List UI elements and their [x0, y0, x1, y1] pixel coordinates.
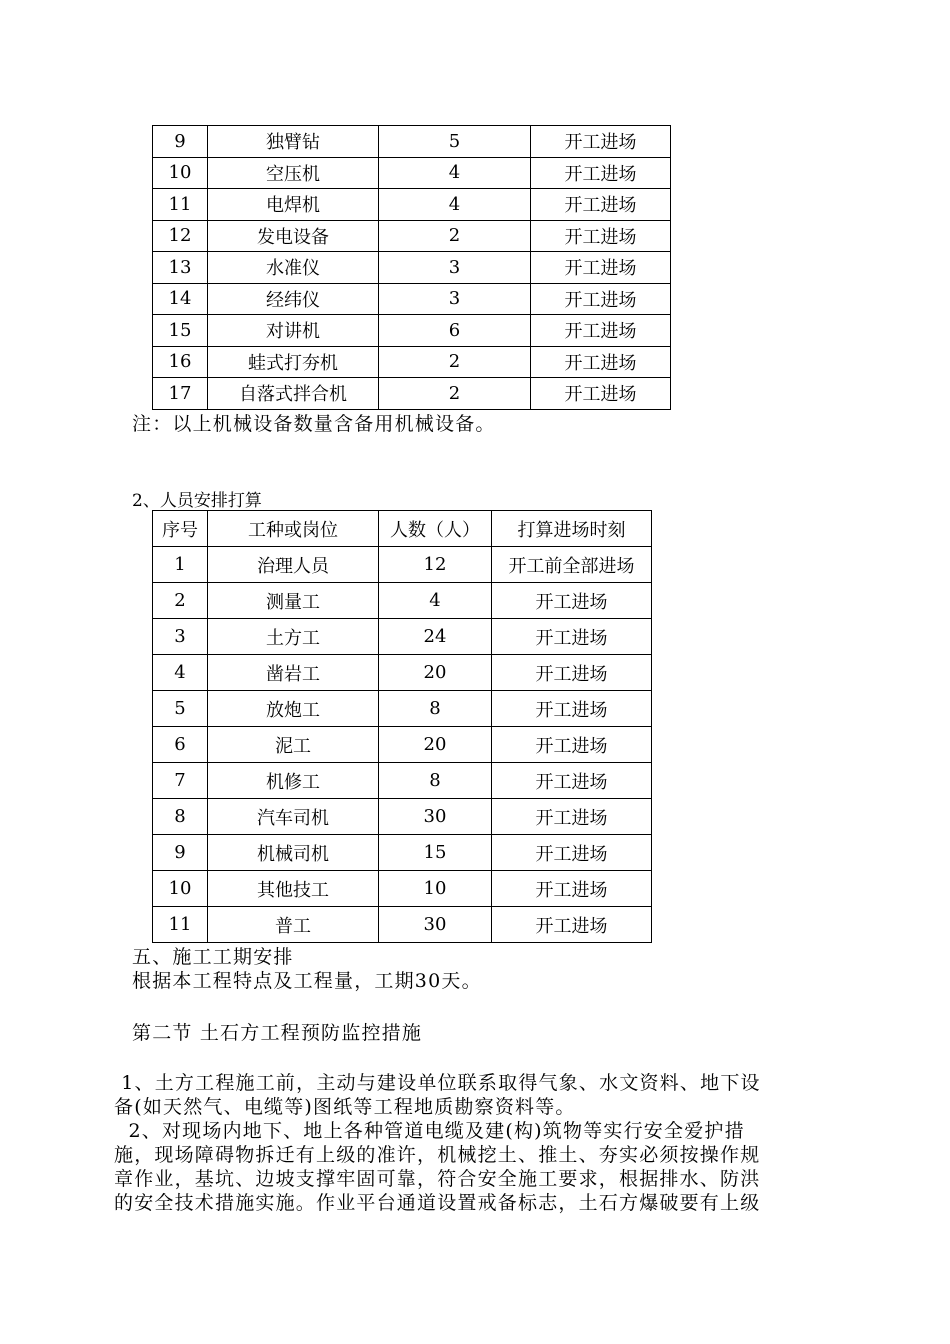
equipment-row: [153, 157, 671, 189]
cell-count: 30: [379, 907, 492, 943]
cell-index: 14: [153, 283, 208, 315]
cell-index: 6: [153, 727, 208, 763]
paragraph-line: 1、土方工程施工前，主动与建设单位联系取得气象、水文资料、地下设: [114, 1072, 761, 1094]
cell-name: 自落式拌合机: [208, 378, 379, 410]
cell-status: 开工进场: [531, 283, 671, 315]
cell-status: 开工进场: [531, 378, 671, 410]
equipment-note: 注：以上机械设备数量含备用机械设备。: [132, 413, 496, 435]
cell-count: 4: [379, 157, 531, 189]
cell-index: 1: [153, 547, 208, 583]
equipment-row: [153, 378, 671, 410]
cell-count: 20: [379, 655, 492, 691]
staff-row: [153, 583, 652, 619]
cell-count: 15: [379, 835, 492, 871]
cell-name: 其他技工: [208, 871, 379, 907]
cell-name: 对讲机: [208, 315, 379, 347]
staff-table-body: [153, 547, 652, 943]
cell-name: 经纬仪: [208, 283, 379, 315]
cell-name: 凿岩工: [208, 655, 379, 691]
staff-row: [153, 727, 652, 763]
cell-count: 30: [379, 799, 492, 835]
cell-count: 5: [379, 126, 531, 158]
cell-status: 开工进场: [531, 126, 671, 158]
cell-count: 6: [379, 315, 531, 347]
staff-table-header-row: [153, 511, 652, 547]
paragraph-line: 施，现场障碍物拆迁有上级的准许，机械挖土、推土、夯实必须按操作规: [114, 1144, 761, 1166]
equipment-row: [153, 315, 671, 347]
paragraph-line: 的安全技术措施实施。作业平台通道设置戒备标志，土石方爆破要有上级: [114, 1192, 761, 1214]
cell-index: 11: [153, 907, 208, 943]
equipment-row: [153, 283, 671, 315]
staff-row: [153, 763, 652, 799]
cell-count: 2: [379, 220, 531, 252]
section2-title: 第二节 土石方工程预防监控措施: [132, 1022, 423, 1044]
cell-status: 开工进场: [492, 691, 652, 727]
cell-index: 12: [153, 220, 208, 252]
cell-index: 7: [153, 763, 208, 799]
cell-index: 3: [153, 619, 208, 655]
cell-name: 机修工: [208, 763, 379, 799]
staff-row: [153, 871, 652, 907]
cell-index: 5: [153, 691, 208, 727]
cell-name: 汽车司机: [208, 799, 379, 835]
cell-name: 放炮工: [208, 691, 379, 727]
cell-name: 测量工: [208, 583, 379, 619]
cell-name: 独臂钻: [208, 126, 379, 158]
equipment-table-body: [153, 126, 671, 410]
cell-status: 开工进场: [531, 346, 671, 378]
staff-row: [153, 655, 652, 691]
cell-status: 开工进场: [531, 157, 671, 189]
cell-status: 开工进场: [492, 763, 652, 799]
paragraph-line: 备(如天然气、电缆等)图纸等工程地质勘察资料等。: [114, 1096, 576, 1118]
staff-row: [153, 547, 652, 583]
cell-index: 10: [153, 157, 208, 189]
cell-name: 泥工: [208, 727, 379, 763]
paragraph-line: 章作业，基坑、边坡支撑牢固可靠，符合安全施工要求，根据排水、防洪: [114, 1168, 761, 1190]
cell-status: 开工进场: [492, 727, 652, 763]
cell-index: 2: [153, 583, 208, 619]
cell-index: 17: [153, 378, 208, 410]
cell-status: 开工进场: [531, 252, 671, 284]
cell-count: 3: [379, 283, 531, 315]
cell-count: 20: [379, 727, 492, 763]
cell-count: 4: [379, 189, 531, 221]
cell-index: 10: [153, 871, 208, 907]
cell-name: 水准仪: [208, 252, 379, 284]
cell-status: 开工进场: [492, 835, 652, 871]
cell-status: 开工进场: [531, 220, 671, 252]
section5-text: 根据本工程特点及工程量，工期30天。: [132, 970, 482, 992]
section5-title: 五、施工工期安排: [132, 946, 294, 968]
cell-count: 12: [379, 547, 492, 583]
cell-name: 普工: [208, 907, 379, 943]
staff-row: [153, 619, 652, 655]
cell-name: 机械司机: [208, 835, 379, 871]
equipment-row: [153, 126, 671, 158]
cell-count: 10: [379, 871, 492, 907]
header-count: 人数（人）: [379, 511, 492, 547]
cell-index: 9: [153, 835, 208, 871]
equipment-table: [152, 125, 671, 410]
cell-status: 开工进场: [492, 799, 652, 835]
cell-count: 3: [379, 252, 531, 284]
cell-status: 开工进场: [531, 189, 671, 221]
cell-name: 治理人员: [208, 547, 379, 583]
cell-index: 15: [153, 315, 208, 347]
cell-name: 电焊机: [208, 189, 379, 221]
staff-row: [153, 907, 652, 943]
staff-row: [153, 799, 652, 835]
header-arrival-time: 打算进场时刻: [492, 511, 652, 547]
header-index: 序号: [153, 511, 208, 547]
cell-name: 空压机: [208, 157, 379, 189]
cell-index: 13: [153, 252, 208, 284]
cell-count: 24: [379, 619, 492, 655]
cell-status: 开工进场: [492, 655, 652, 691]
staff-row: [153, 835, 652, 871]
cell-index: 11: [153, 189, 208, 221]
cell-count: 2: [379, 378, 531, 410]
equipment-row: [153, 220, 671, 252]
cell-count: 2: [379, 346, 531, 378]
cell-status: 开工进场: [492, 583, 652, 619]
staff-row: [153, 691, 652, 727]
cell-index: 8: [153, 799, 208, 835]
cell-name: 蛙式打夯机: [208, 346, 379, 378]
staff-heading: 2、人员安排打算: [132, 491, 262, 511]
equipment-row: [153, 346, 671, 378]
cell-count: 8: [379, 763, 492, 799]
equipment-row: [153, 252, 671, 284]
header-position: 工种或岗位: [208, 511, 379, 547]
cell-name: 发电设备: [208, 220, 379, 252]
staff-table: [152, 510, 652, 943]
cell-status: 开工进场: [492, 619, 652, 655]
cell-status: 开工进场: [492, 871, 652, 907]
cell-status: 开工前全部进场: [492, 547, 652, 583]
cell-count: 4: [379, 583, 492, 619]
cell-status: 开工进场: [531, 315, 671, 347]
cell-count: 8: [379, 691, 492, 727]
cell-index: 16: [153, 346, 208, 378]
cell-index: 9: [153, 126, 208, 158]
cell-index: 4: [153, 655, 208, 691]
cell-name: 土方工: [208, 619, 379, 655]
paragraph-line: 2、对现场内地下、地上各种管道电缆及建(构)筑物等实行安全爱护措: [114, 1120, 745, 1142]
cell-status: 开工进场: [492, 907, 652, 943]
equipment-row: [153, 189, 671, 221]
